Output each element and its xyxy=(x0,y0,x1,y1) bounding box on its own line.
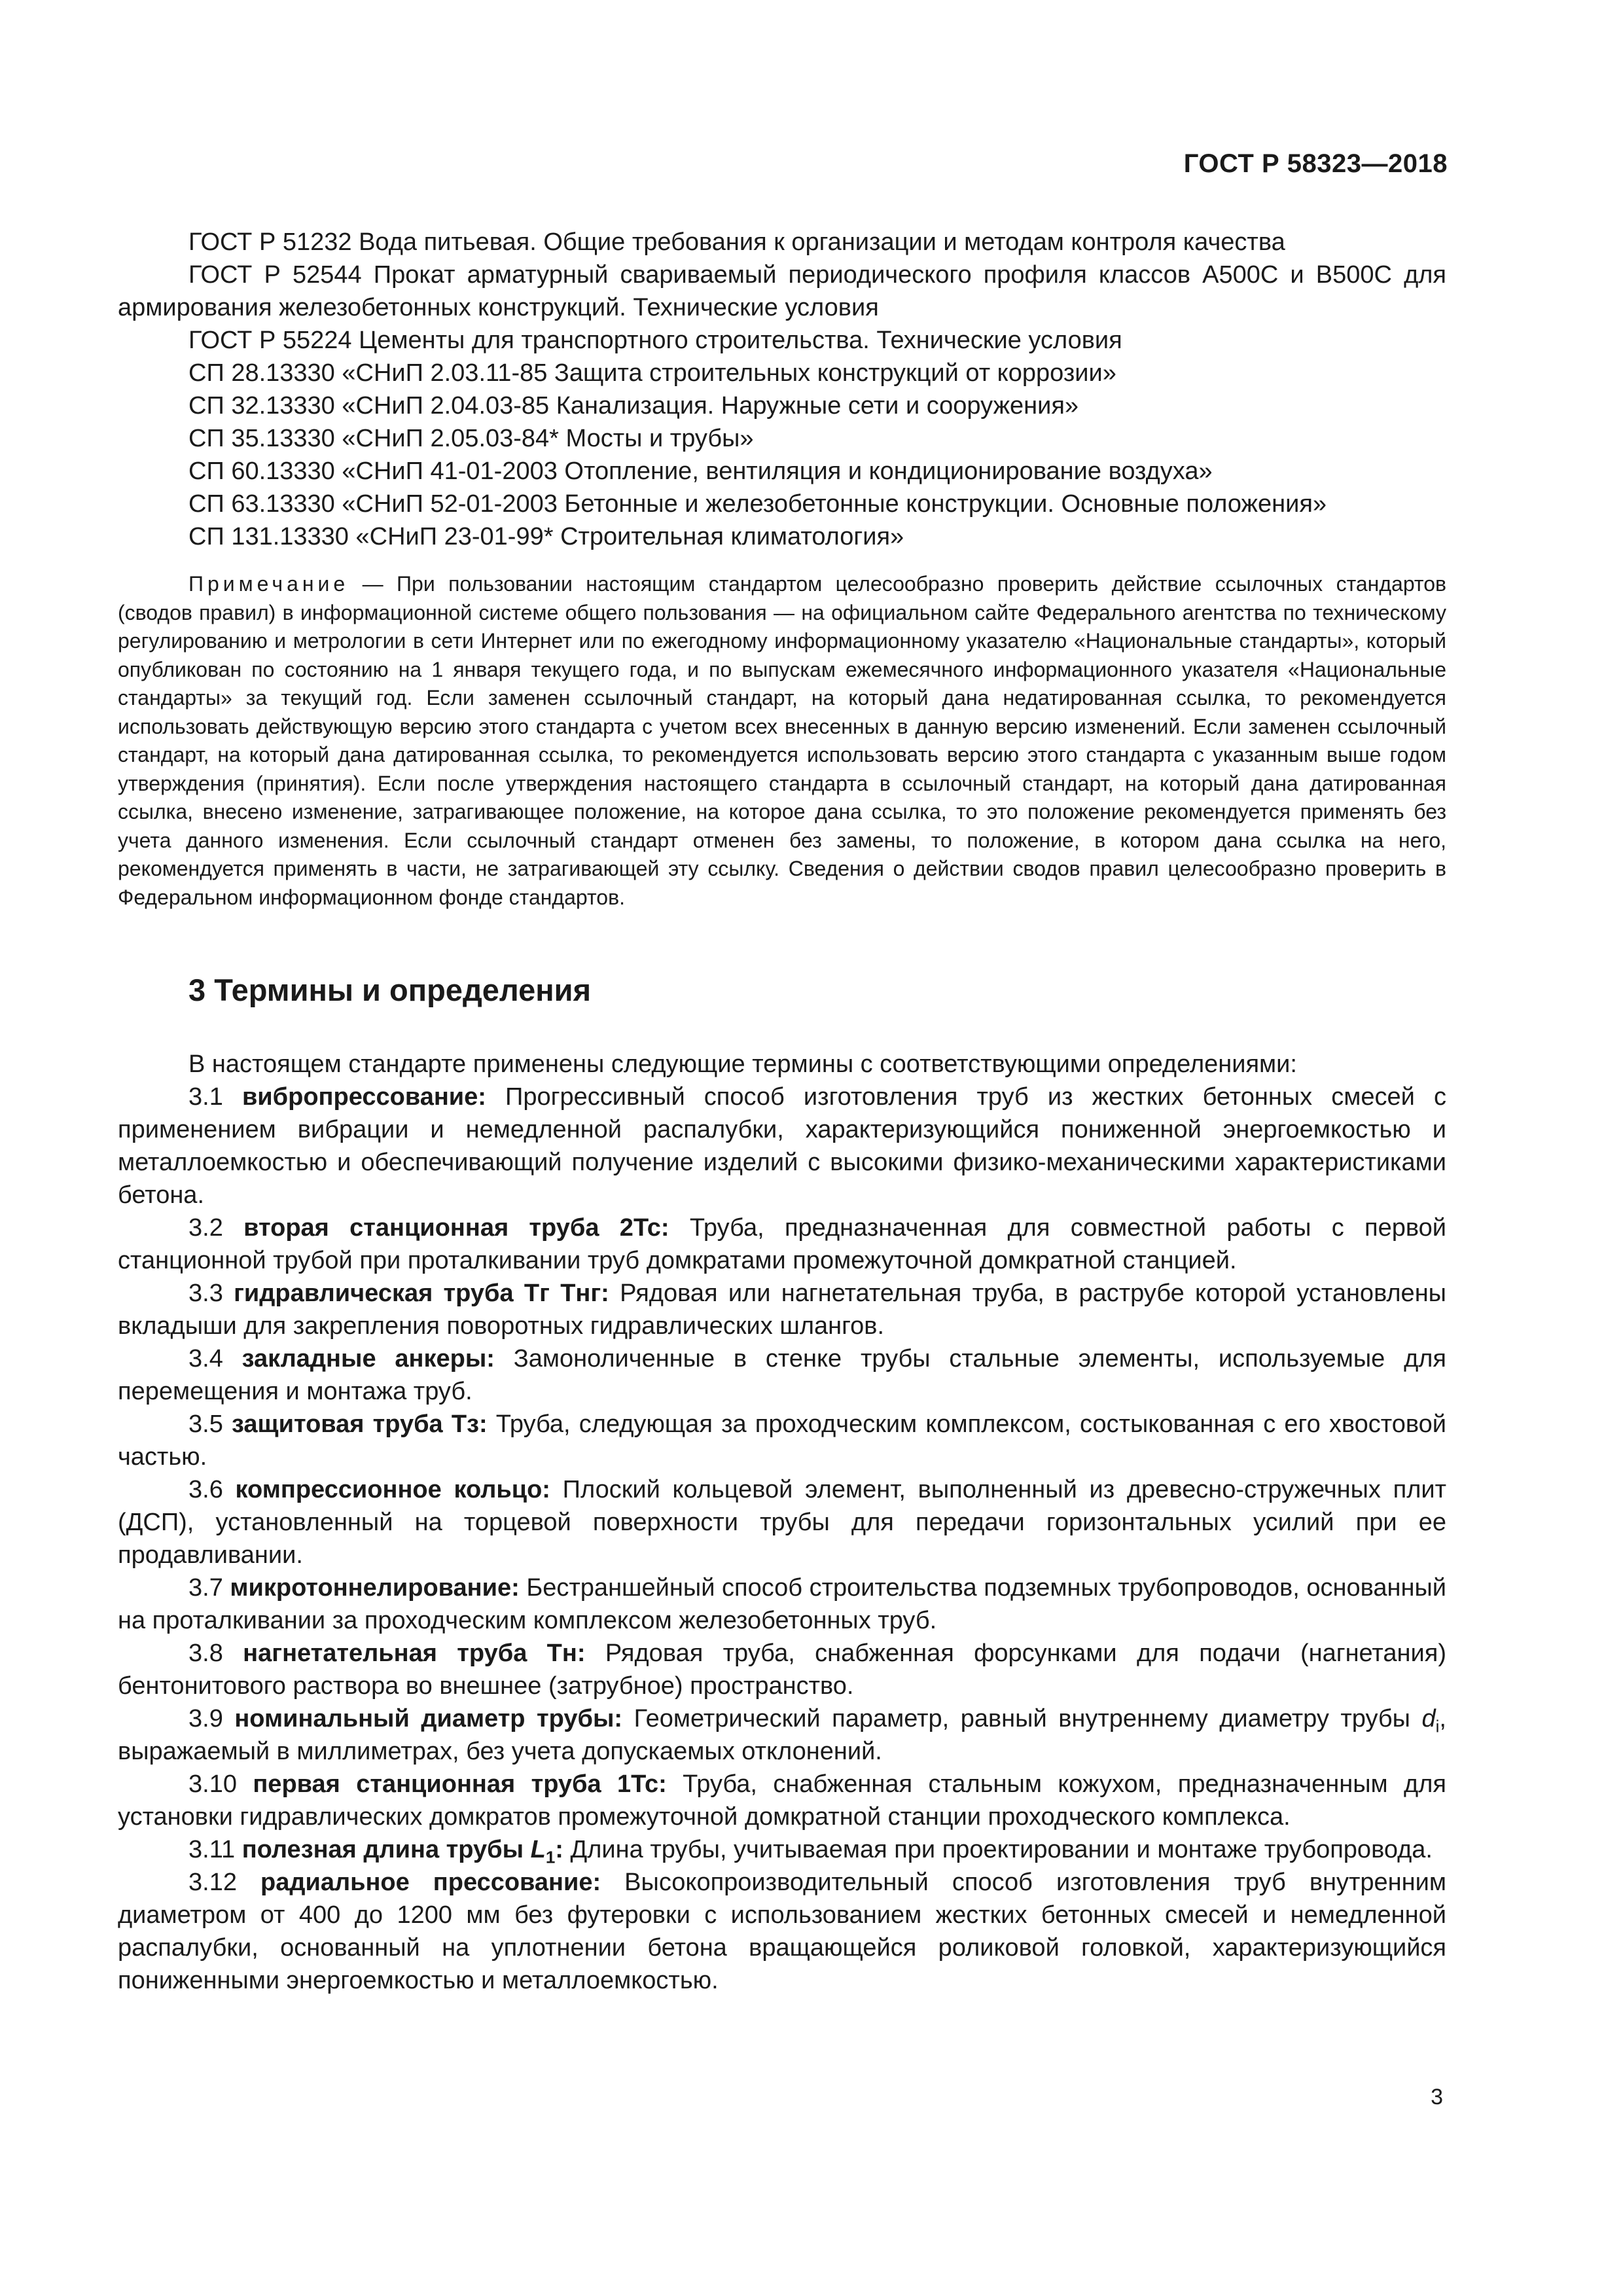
term-number: 3.9 xyxy=(188,1705,235,1732)
term-name-colon: : xyxy=(555,1836,563,1863)
section-intro: В настоящем стандарте применены следующие термины с соответствующими определениями: xyxy=(188,1050,1297,1078)
term-number: 3.7 xyxy=(188,1574,230,1602)
term-name: защитовая труба Тз: xyxy=(232,1410,488,1438)
term-name: нагнетательная труба Тн: xyxy=(243,1640,586,1667)
term-number: 3.2 xyxy=(188,1214,244,1242)
term-definition: Длина трубы, учитываемая при проектировании и монтаже трубопровода. xyxy=(563,1836,1433,1863)
term-definition: Бестраншейный способ строительства подземных трубопроводов, основанный на проталкивании за проходческим комплексом железобетонных труб. xyxy=(118,1574,1446,1634)
term-entry xyxy=(118,1637,1446,1702)
note-label: Примечание xyxy=(188,572,349,596)
term-entry xyxy=(118,1277,1446,1342)
term-definition: Рядовая или нагнетательная труба, в раструбе которой установлены вкладыши для закрепления поворотных гидравлических шлангов. xyxy=(118,1280,1446,1340)
term-definition: Геометрический параметр, равный внутреннему диаметру трубы xyxy=(622,1705,1422,1732)
term-name xyxy=(241,1836,563,1867)
term-definition: Труба, предназначенная для совместной работы с первой станционной трубой при проталкивании труб домкратами промежуточной домкратной станцией. xyxy=(118,1214,1446,1274)
reference-item: СП 63.13330 «СНиП 52-01-2003 Бетонные и железобетонные конструкции. Основные положения» xyxy=(188,490,1327,518)
diameter-symbol: d xyxy=(1421,1705,1436,1732)
term-entry xyxy=(118,1473,1446,1571)
page-content xyxy=(118,226,1446,1997)
reference-item: СП 60.13330 «СНиП 41-01-2003 Отопление, вентиляция и кондиционирование воздуха» xyxy=(188,457,1213,485)
reference-item: СП 131.13330 «СНиП 23-01-99* Строительная климатология» xyxy=(188,523,904,550)
reference-item: СП 35.13330 «СНиП 2.05.03-84* Мосты и трубы» xyxy=(188,425,754,452)
term-number: 3.8 xyxy=(188,1640,243,1667)
term-name: первая станционная труба 1Тс: xyxy=(253,1770,667,1798)
term-number: 3.6 xyxy=(188,1476,236,1503)
term-entry xyxy=(118,1768,1446,1833)
term-name: вибропрессование: xyxy=(241,1083,486,1111)
term-definition: Высокопроизводительный способ изготовления труб внутренним диаметром от 400 до 1200 мм без футеровки с использованием жестких бетонных смесей и немедленной распалубки, основанный на уплотнении бетона вращающейся роликовой головкой, характеризующийся пониженными энергоемкостью и металлоемкостью. xyxy=(118,1869,1446,1994)
term-name-text: полезная длина трубы xyxy=(241,1836,531,1863)
term-number: 3.10 xyxy=(188,1770,253,1798)
term-definition: Труба, следующая за проходческим комплексом, состыкованная с его хвостовой частью. xyxy=(118,1410,1447,1471)
term-name: вторая станционная труба 2Тс: xyxy=(243,1214,669,1242)
term-name: компрессионное кольцо: xyxy=(235,1476,550,1503)
term-entry xyxy=(118,1081,1446,1211)
term-definition: Труба, снабженная стальным кожухом, предназначенным для установки гидравлических домкратов промежуточной домкратной станции проходческого комплекса. xyxy=(118,1770,1446,1831)
term-number: 3.1 xyxy=(188,1083,242,1111)
section-title: 3 Термины и определения xyxy=(188,973,591,1007)
term-definition-cont: , выражаемый в миллиметрах, без учета допускаемых отклонений. xyxy=(118,1705,1446,1765)
term-number: 3.4 xyxy=(188,1345,242,1372)
reference-item: СП 32.13330 «СНиП 2.04.03-85 Канализация. Наружные сети и сооружения» xyxy=(188,392,1079,420)
page-number: 3 xyxy=(1431,2085,1443,2109)
term-entry xyxy=(118,1211,1446,1277)
reference-item: ГОСТ Р 55224 Цементы для транспортного строительства. Технические условия xyxy=(188,327,1122,354)
reference-item: ГОСТ Р 51232 Вода питьевая. Общие требования к организации и методам контроля качества xyxy=(188,228,1285,256)
reference-item: СП 28.13330 «СНиП 2.03.11-85 Защита строительных конструкций от коррозии» xyxy=(188,359,1116,387)
term-number: 3.12 xyxy=(188,1869,260,1896)
term-entry xyxy=(118,1408,1446,1473)
term-entry xyxy=(118,1833,1446,1866)
diameter-subscript: i xyxy=(1435,1716,1440,1736)
note-block xyxy=(118,570,1446,912)
term-entry xyxy=(118,1342,1446,1408)
term-number: 3.11 xyxy=(188,1836,242,1863)
length-subscript: 1 xyxy=(545,1847,556,1867)
term-definition: Прогрессивный способ изготовления труб из жестких бетонных смесей с применением вибрации и немедленной распалубки, характеризующийся пониженной энергоемкостью и металлоемкостью и обеспечивающий получение изделий с высокими физико-механическими характеристиками бетона. xyxy=(118,1083,1446,1209)
note-text: — При пользовании настоящим стандартом целесообразно проверить действие ссылочных стандартов (сводов правил) в информационной системе общего пользования — на официальном сайте Федерального агентства по техническому регулированию и метрологии в сети Интернет или по ежегодному информационному указателю «Национальные стандарты», который опубликован по состоянию на 1 января текущего года, и по выпускам ежемесячного информационного указателя «Национальные стандарты» за текущий год. Если заменен ссылочный стандарт, на который дана недатированная ссылка, то рекомендуется использовать действующую версию этого стандарта с учетом всех внесенных в данную версию изменений. Если заменен ссылочный стандарт, на который дана датированная ссылка, то рекомендуется использовать версию этого стандарта с указанным выше годом утверждения (принятия). Если после утверждения настоящего стандарта в ссылочный стандарт, на который дана датированная ссылка, внесено изменение, затрагивающее положение, на которое дана ссылка, то это положение рекомендуется применять без учета данного изменения. Если ссылочный стандарт отменен без замены, то положение, в котором дана ссылка на него, рекомендуется применять в части, не затрагивающей эту ссылку. Сведения о действии сводов правил целесообразно проверить в Федеральном информационном фонде стандартов. xyxy=(118,572,1446,909)
term-entry xyxy=(118,1571,1446,1637)
term-definition: Плоский кольцевой элемент, выполненный из древесно-стружечных плит (ДСП), установленный на торцевой поверхности трубы для передачи горизонтальных усилий при ее продавливании. xyxy=(118,1476,1446,1569)
term-entry xyxy=(118,1702,1446,1768)
term-number: 3.5 xyxy=(188,1410,232,1438)
term-definition: Замоноличенные в стенке трубы стальные элементы, используемые для перемещения и монтажа труб. xyxy=(118,1345,1446,1405)
term-name: микротоннелирование: xyxy=(230,1574,520,1602)
term-entry xyxy=(118,1866,1446,1997)
length-symbol: L xyxy=(530,1836,546,1863)
document-code: ГОСТ Р 58323—2018 xyxy=(1183,149,1448,178)
term-name: гидравлическая труба Тг Тнг: xyxy=(234,1280,609,1307)
term-name: закладные анкеры: xyxy=(241,1345,495,1372)
term-name: номинальный диаметр трубы: xyxy=(234,1705,623,1732)
reference-item: ГОСТ Р 52544 Прокат арматурный свариваемый периодического профиля классов А500С и В500С для армирования железобетонных конструкций. Технические условия xyxy=(118,261,1446,321)
term-number: 3.3 xyxy=(188,1280,234,1307)
term-definition: Рядовая труба, снабженная форсунками для подачи (нагнетания) бентонитового раствора во внешнее (затрубное) пространство. xyxy=(118,1640,1446,1700)
term-name: радиальное прессование: xyxy=(260,1869,601,1896)
